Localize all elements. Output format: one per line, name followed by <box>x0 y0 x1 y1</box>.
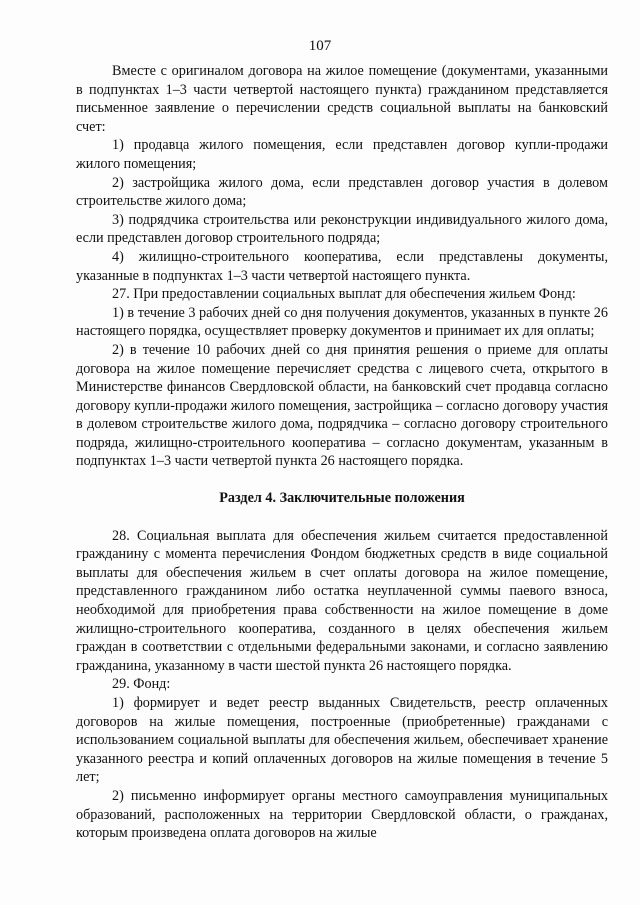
list-item: 2) застройщика жилого дома, если представлен договор участия в долевом строительстве жилого дома; <box>76 174 608 210</box>
paragraph: Вместе с оригиналом договора на жилое помещение (документами, указанными в подпунктах 1–3 части четвертой настоящего пункта) гражданином представляется письменное заявление о перечислении средств социальной выплаты на банковский счет: <box>76 63 608 135</box>
document-body <box>76 62 608 843</box>
list-item: 1) в течение 3 рабочих дней со дня получения документов, указанных в пункте 26 настоящего порядка, осуществляет проверку документов и принимает их для оплаты; <box>76 304 608 340</box>
list-item: 1) продавца жилого помещения, если представлен договор купли-продажи жилого помещения; <box>76 137 608 172</box>
list-item: 1) формирует и ведет реестр выданных Свидетельств, реестр оплаченных договоров на жилые помещения, построенные (приобретенные) гражданами с использованием социальной выплаты для обеспечения жильем, обеспечивает хранение указанного реестра и копий оплаченных договоров на жилые помещения в течение 5 лет; <box>76 695 608 786</box>
page-number: 107 <box>308 38 332 54</box>
paragraph-29: 29. Фонд: <box>112 676 171 693</box>
list-item: 3) подрядчика строительства или реконструкции индивидуального жилого дома, если представлен договор строительного подряда; <box>76 211 608 247</box>
paragraph-28: 28. Социальная выплата для обеспечения жильем считается предоставленной гражданину с момента перечисления Фондом бюджетных средств в виде социальной выплаты для обеспечения жильем в счет оплаты договора на жилое помещение, представленного гражданином либо остатка неуплаченной суммы паевого взноса, необходимой для приобретения права собственности на жилое помещение в доме жилищно-строительного кооператива, созданного в целях обеспечения жильем граждан в соответствии с отдельными федеральными законами, и согласно заявлению гражданина, указанному в части шестой пункта 26 настоящего порядка. <box>76 527 608 674</box>
list-item: 4) жилищно-строительного кооператива, если представлены документы, указанные в подпунктах 1–3 части четвертой настоящего пункта. <box>76 248 608 284</box>
list-item: 2) письменно информирует органы местного самоуправления муниципальных образований, расположенных на территории Свердловской области, о гражданах, которым произведена оплата договоров на жилые <box>76 787 608 842</box>
section-heading: Раздел 4. Заключительные положения <box>219 490 465 507</box>
list-item: 2) в течение 10 рабочих дней со дня принятия решения о приеме для оплаты договора на жилое помещение перечисляет средства с лицевого счета, открытого в Министерстве финансов Свердловской области, на банковский счет продавца согласно договору купли-продажи жилого помещения, застройщика – согласно договору участия в долевом строительстве жилого дома, подрядчика – согласно договору строительного подряда, жилищно-строительного кооператива – согласно документам, указанным в подпунктах 1–3 части четвертой пункта 26 настоящего порядка. <box>76 341 608 470</box>
paragraph-27: 27. При предоставлении социальных выплат для обеспечения жильем Фонд: <box>112 286 576 303</box>
